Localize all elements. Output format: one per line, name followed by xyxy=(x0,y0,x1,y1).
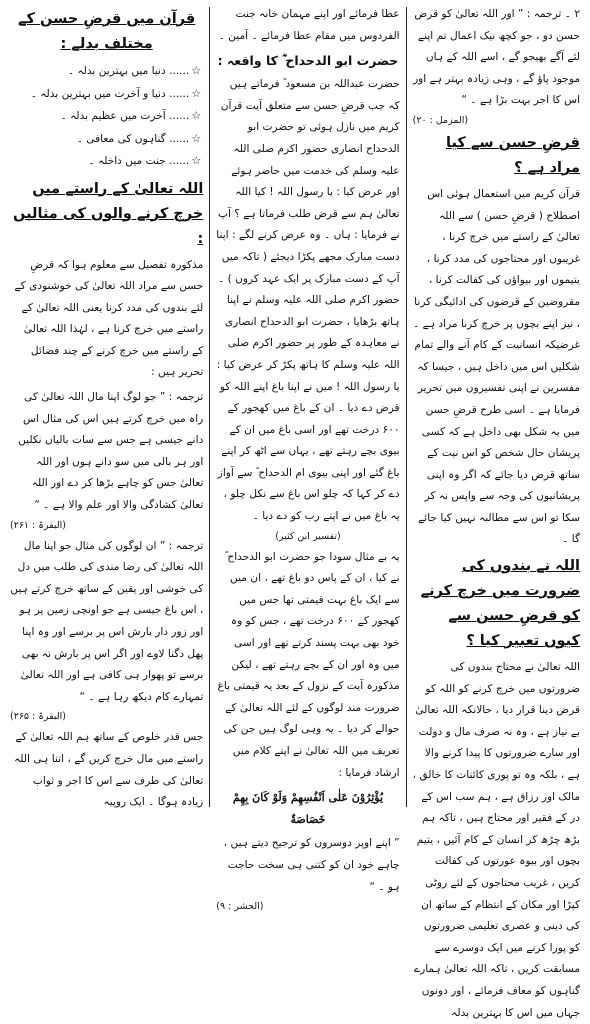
verse-reference: (البقرۃ : ۲۶۵) xyxy=(10,711,66,723)
star-icon: ☆ xyxy=(191,86,202,100)
heading-why-called-qarz: اللہ نے بندوں کی ضرورت میں خرچ کرنے کو قرضِ حسن سے کیوں تعبیر کیا ؟ xyxy=(420,558,581,650)
rewards-list xyxy=(10,60,203,173)
paragraph: جس قدر خلوص کے ساتھ ہم اللہ تعالیٰ کے راستے میں مال خرچ کریں گے ، اتنا ہی اللہ تعالیٰ کی طرف سے اس کا اجر و ثواب زیادہ ہوگا ۔ ایک روپیہ xyxy=(14,731,204,809)
arabic-verse: یُؤْثِرُوْنَ عَلٰی اَنْفُسِهِمْ وَلَوْ کَانَ بِهِمْ خَصَاصَةٌ xyxy=(232,791,384,826)
column-middle xyxy=(210,4,405,913)
verse-reference: (الحشر : ۹) xyxy=(216,901,264,913)
heading-abu-dahdah-story: حضرت ابو الدحداح ؓ کا واقعہ : xyxy=(217,53,399,69)
star-icon: ☆ xyxy=(191,154,202,167)
source-reference: (تفسیر ابن کثیر) xyxy=(275,530,341,542)
paragraph: یہ بے مثال سودا جو حضرت ابو الدحداح ؓ نے کیا ، ان کے پاس دو باغ تھے ، ان میں سے ایک باغ بہت قیمتی تھا جس میں کھجور کے ۶۰۰ درخت تھے ، جس کو وہ خود بھی بہت پسند کرتے تھے اور اسی میں وہ اور ان کے بچے رہتے تھے ، لیکن مذکورہ آیت کے نزول کے بعد یہ قیمتی باغ ضرورت مند لوگوں کے لئے اللہ تعالیٰ کے حوالے کر دیا ۔ یہ وہی لوگ ہیں جن کی تعریف میں اللہ تعالیٰ نے اپنے کلام میں ارشاد فرمایا : xyxy=(217,550,400,779)
paragraph: قرآن کریم میں استعمال ہوئی اس اصطلاح ( قرضِ حسن ) سے اللہ تعالیٰ کے راستے میں خرچ کرنا ، غریبوں اور محتاجوں کی مدد کرنا ، یتیموں اور بیواؤں کی کفالت کرنا ، مقروضین کے قرضوں کی ادائیگی کرنا ، نیز اپنے بچوں پر خرچ کرنا مراد ہے ۔ غرضیکہ انسانیت کے کام آنے والے تمام شکلیں اس میں داخل ہیں ، جیسا کہ مفسرین نے اپنی تفسیروں میں تحریر فرمایا ہے ۔ اسی طرح قرضِ حسن میں یہ شکل بھی داخل ہے کہ کسی پریشان حال شخص کو اس نیت کے ساتھ قرض دیا جائے کہ اگر وہ اپنی پریشانیوں کی وجہ سے واپس نہ کر سکا تو اس سے مطالبہ نہیں کیا جائے گا ۔ xyxy=(413,187,581,546)
paragraph: مذکورہ تفصیل سے معلوم ہوا کہ قرضِ حسن سے مراد اللہ تعالیٰ کی خوشنودی کے لئے بندوں کی مدد کرنا یعنی اللہ تعالیٰ کے راستے میں خرچ کرنا ہے ، لہٰذا اللہ تعالیٰ کے راستے میں خرچ کرنے کے چند فضائل تحریر ہیں : xyxy=(14,258,204,379)
list-item: ☆...... دنیا و آخرت میں بہترین بدلہ ۔ xyxy=(10,83,203,106)
quote-translation: ترجمہ : ” جو لوگ اپنا مال اللہ تعالیٰ کی راہ میں خرچ کرتے ہیں اس کی مثال اس دانے جیسی ہے جس سے سات بالیاں نکلیں اور ہر بالی میں سو دانے ہوں اور اللہ تعالیٰ جس کو چاہے بڑھا کر دے اور اللہ تعالیٰ کشادگی والا اور علم والا ہے ۔ “ xyxy=(18,391,204,512)
star-icon: ☆ xyxy=(191,64,202,77)
verse-reference: (البقرۃ : ۲۶۱) xyxy=(10,519,66,531)
paragraph: حضرت عبداللہ بن مسعود ؓ فرماتے ہیں کہ جب قرضِ حسن سے متعلق آیت قرآن کریم میں نازل ہوئی تو حضرت ابو الدحداح انصاری حضور اکرم صلی اللہ علیہ وسلم کی خدمت میں حاضر ہوئے اور عرض کیا : یا رسول اللہ ! کیا اللہ تعالیٰ ہم سے قرض طلب فرماتا ہے ؟ آپ نے فرمایا : ہاں ۔ وہ عرض کرنے لگے : اپنا دست مبارک مجھے پکڑا دیجئے ( تاکہ میں آپ کے دست مبارک پر ایک عہد کروں ) ۔ حضور اکرم صلی اللہ علیہ وسلم نے اپنا ہاتھ بڑھایا ، حضرت ابو الدحداح انصاری نے معاہدہ کے طور پر حضور اکرم صلی اللہ علیہ وسلم کا ہاتھ پکڑ کر عرض کیا : یا رسول اللہ ! میں نے اپنا باغ اپنے اللہ کو قرض دے دیا ۔ ان کے باغ میں کھجور کے ۶۰۰ درخت تھے اور اسی باغ میں ان کے بیوی بچے رہتے تھے ، یہاں سے اٹھ کر اپنے باغ گئے اور اپنی بیوی ام الدحداح ؓ سے آواز دے کر کہا کہ چلو اس باغ سے نکل چلو ، یہ باغ میں نے اپنے رب کو دے دیا ۔ xyxy=(216,78,400,523)
star-icon: ☆ xyxy=(191,109,202,122)
quote-translation: ترجمہ : ” ان لوگوں کی مثال جو اپنا مال اللہ تعالیٰ کی رضا مندی کی طلب میں دل کی خوشی اور یقین کے ساتھ خرچ کرتے ہیں ، اس باغ جیسی ہے جو اونچی زمین پر ہو اور زور دار بارش اس پر برسے اور وہ اپنا پھل دگنا لاوے اور اگر اس پر بارش نہ بھی برسے تو پھوار ہی کافی ہے اور اللہ تعالیٰ تمہارے کام دیکھ رہا ہے ۔ “ xyxy=(10,539,204,703)
list-item: ☆...... جنت میں داخلہ ۔ xyxy=(10,150,203,173)
heading-qarz-hasan-meaning: قرضِ حسن سے کیا مراد ہے ؟ xyxy=(446,134,581,176)
list-item: ☆...... گناہوں کی معافی ۔ xyxy=(10,128,203,151)
paragraph: ” اپنے اوپر دوسروں کو ترجیح دیتے ہیں ، چاہے خود ان کو کتنی ہی سخت حاجت ہو ۔ “ xyxy=(223,837,400,893)
paragraph: اللہ تعالیٰ نے محتاج بندوں کی ضرورتوں میں خرچ کرنے کو اللہ کو قرض دینا قرار دیا ، حالانکہ اللہ تعالیٰ بے نیاز ہے ، وہ نہ صرف مال و دولت اور سارے ضرورتوں کا پیدا کرنے والا ہے ، بلکہ وہ تو پوری کائنات کا خالق ، مالک اور رزاق ہے ، ہم سب اس کے در کے فقیر اور محتاج ہیں ، تاکہ ہم بڑھ چڑھ کر انسان کے کام آئیں ، یتیم بچوں اور بیوہ عورتوں کی کفالت کریں ، غریب محتاجوں کے لئے روٹی کپڑا اور مکان کے انتظام کے ساتھ ان کی دینی و عصری تعلیمی ضرورتوں کو پورا کرنے میں ایک دوسرے سے مسابقت کریں ، تاکہ اللہ تعالیٰ ہمارے گناہوں کو معاف فرمائے ، اور دونوں جہاں میں اس کا بہترین بدلہ xyxy=(412,661,581,1019)
verse-reference: (المزمل : ۲۰) xyxy=(412,114,469,126)
heading-quran-rewards: قرآن میں قرضِ حسن کے مختلف بدلے : xyxy=(18,11,196,52)
column-left xyxy=(4,4,209,810)
list-item: ☆...... دنیا میں بہترین بدلہ ۔ xyxy=(10,60,203,83)
list-item: ☆...... آخرت میں عظیم بدلہ ۔ xyxy=(10,105,203,128)
star-icon: ☆ xyxy=(191,131,202,145)
heading-spending-examples: اللہ تعالیٰ کے راستے میں خرچ کرنے والوں کی مثالیں : xyxy=(13,180,204,247)
paragraph: عطا فرمائے اور اپنے مہمان خانہ جنت الفردوس میں مقام عطا فرمائے ۔ آمین ۔ xyxy=(218,8,400,42)
verse-translation: ۲ ۔ ترجمہ : ” اور اللہ تعالیٰ کو قرض حسن دو ، جو کچھ نیک اعمال تم اپنے لئے آگے بھیجو گے ، اسے اللہ کے ہاں موجود پاؤ گے ، وہی زیادہ بہتر ہے اور اس کا اجر بہت بڑا ہے ۔ “ xyxy=(413,8,581,107)
column-right xyxy=(407,4,586,1019)
